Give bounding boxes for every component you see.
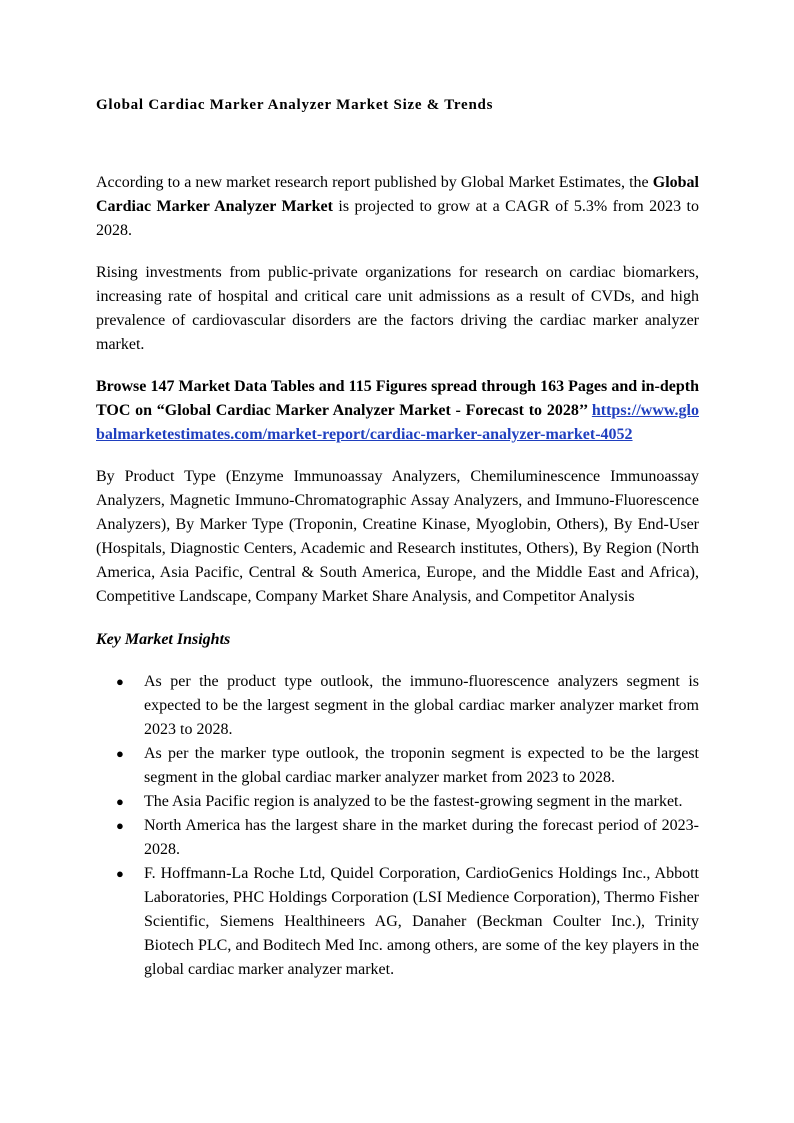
list-item-text: As per the marker type outlook, the troponin segment is expected to be the largest segment in the global cardiac marker analyzer market from 2023 to 2028. <box>144 745 699 786</box>
bullet-icon: ● <box>116 866 124 881</box>
document-title: Global Cardiac Marker Analyzer Market Size & Trends <box>96 97 494 113</box>
intro-text-end: is projected to grow at a CAGR of 5.3% from 2023 to 2028. <box>96 198 700 239</box>
bullet-icon: ● <box>116 818 124 833</box>
list-item-text: F. Hoffmann-La Roche Ltd, Quidel Corporation, CardioGenics Holdings Inc., Abbott Laboratories, PHC Holdings Corporation (LSI Medience Corporation), Thermo Fisher Scientific, Siemens Healthineers AG, Danaher (Beckman Coulter Inc.), Trinity Biotech PLC, and Boditech Med Inc. among others, are some of the key players in the global cardiac marker analyzer market. <box>144 865 699 978</box>
intro-paragraph <box>96 171 699 243</box>
list-item <box>96 814 699 862</box>
key-insights-list <box>96 670 699 982</box>
list-item <box>96 790 699 814</box>
browse-text: Browse 147 Market Data Tables and 115 Figures spread through 163 Pages and in-depth TOC on “Global Cardiac Marker Analyzer Market - Forecast to 2028’’ <box>96 378 699 419</box>
key-insights-heading: Key Market Insights <box>96 631 231 648</box>
intro-text-start: According to a new market research report published by Global Market Estimates, the <box>96 174 653 191</box>
intro-market-name: Global Cardiac Marker Analyzer Market <box>96 174 699 215</box>
list-item <box>96 670 699 742</box>
bullet-icon: ● <box>116 794 124 809</box>
list-item <box>96 742 699 790</box>
list-item-text: North America has the largest share in the market during the forecast period of 2023-2028. <box>144 817 699 858</box>
document-body <box>96 171 699 982</box>
segments-paragraph: By Product Type (Enzyme Immunoassay Analyzers, Chemiluminescence Immunoassay Analyzers, Magnetic Immuno-Chromatographic Assay Analyzers, and Immuno-Fluorescence Analyzers), By Marker Type (Troponin, Creatine Kinase, Myoglobin, Others), By End-User (Hospitals, Diagnostic Centers, Academic and Research institutes, Others), By Region (North America, Asia Pacific, Central & South America, Europe, and the Middle East and Africa), Competitive Landscape, Company Market Share Analysis, and Competitor Analysis <box>96 468 699 605</box>
list-item <box>96 862 699 982</box>
list-item-text: The Asia Pacific region is analyzed to be the fastest-growing segment in the market. <box>144 793 683 810</box>
bullet-icon: ● <box>116 746 124 761</box>
bullet-icon: ● <box>116 674 124 689</box>
drivers-paragraph: Rising investments from public-private organizations for research on cardiac biomarkers, increasing rate of hospital and critical care unit admissions as a result of CVDs, and high prevalence of cardiovascular disorders are the factors driving the cardiac marker analyzer market. <box>96 264 699 353</box>
report-link[interactable]: https://www.globalmarketestimates.com/market-report/cardiac-marker-analyzer-market-4052 <box>96 402 699 443</box>
browse-paragraph <box>96 375 699 447</box>
list-item-text: As per the product type outlook, the immuno-fluorescence analyzers segment is expected to be the largest segment in the global cardiac marker analyzer market from 2023 to 2028. <box>144 673 699 738</box>
